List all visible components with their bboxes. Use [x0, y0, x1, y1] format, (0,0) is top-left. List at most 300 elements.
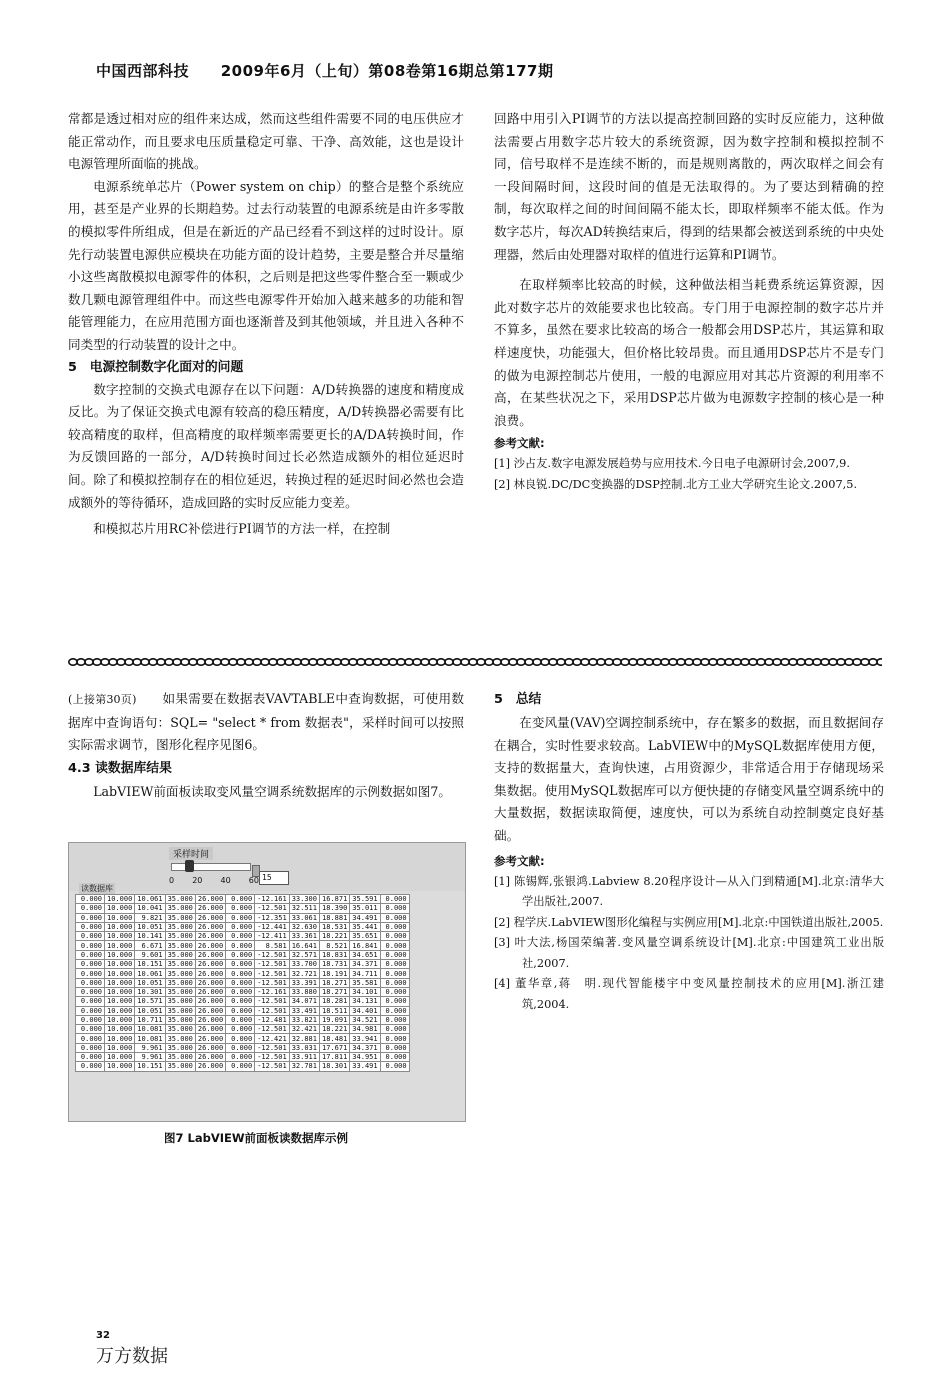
table-cell: 10.081: [135, 1025, 165, 1034]
table-row: [76, 904, 410, 913]
chain-link: [301, 659, 309, 665]
table-cell: -12.501: [255, 950, 290, 959]
chain-link: [357, 659, 365, 665]
table-cell: -12.351: [255, 913, 290, 922]
table-cell: 34.491: [350, 913, 380, 922]
table-cell: 0.000: [226, 913, 255, 922]
chain-link: [325, 659, 333, 665]
chain-link: [213, 659, 221, 665]
table-cell: 35.000: [165, 1053, 195, 1062]
chain-link: [565, 659, 573, 665]
table-cell: 18.481: [320, 1034, 350, 1043]
reference-item: [1] 沙占友.数字电源发展趋势与应用技术.今日电子电源研讨会,2007,9.: [494, 457, 850, 471]
table-cell: 26.000: [195, 950, 225, 959]
chain-link: [813, 659, 821, 665]
table-cell: 35.000: [165, 969, 195, 978]
table-cell: 34.101: [350, 987, 380, 996]
chain-link: [221, 659, 229, 665]
table-cell: 10.000: [105, 997, 135, 1006]
chain-link: [253, 659, 261, 665]
table-cell: 34.711: [350, 969, 380, 978]
paragraph: 回路中用引入PI调节的方法以提高控制回路的实时反应能力，这种做法需要占用数字芯片较大的系统资源，因为数字控制和模拟控制不同，信号取样不是连续不断的，而是规则离散的，两次取样之间会有一段间隔时间，这段时间的值是无法取得的。为了要达到精确的控制，每次取样之间的时间间隔不能太长，即取样频率不能太低。作为数字芯片，每次AD转换结束后，得到的结果都会被送到系统的中央处理器，然后由处理器对取样的值进行运算和PI调节。: [494, 111, 884, 262]
table-cell: 18.831: [320, 950, 350, 959]
table-cell: 18.221: [320, 932, 350, 941]
chain-link: [749, 659, 757, 665]
table-cell: 32.721: [289, 969, 319, 978]
table-cell: 0.000: [226, 1043, 255, 1052]
table-cell: 26.000: [195, 978, 225, 987]
table-cell: 35.000: [165, 950, 195, 959]
running-header: [96, 60, 580, 81]
table-cell: 10.711: [135, 1015, 165, 1024]
chain-link: [477, 659, 485, 665]
table-cell: 0.000: [76, 997, 105, 1006]
page-number: 32: [96, 1330, 110, 1341]
chain-link: [461, 659, 469, 665]
table-cell: 10.051: [135, 922, 165, 931]
table-cell: -12.421: [255, 1034, 290, 1043]
chain-link: [637, 659, 645, 665]
table-cell: 16.871: [320, 895, 350, 904]
table-cell: 0.000: [226, 1015, 255, 1024]
table-cell: 18.191: [320, 969, 350, 978]
table-cell: -12.501: [255, 1053, 290, 1062]
chain-link: [165, 659, 173, 665]
table-cell: 0.000: [76, 960, 105, 969]
table-cell: 10.000: [105, 1006, 135, 1015]
table-cell: 35.441: [350, 922, 380, 931]
subsection-heading: 4.3 读数据库结果: [68, 760, 172, 776]
chain-link: [141, 659, 149, 665]
table-cell: 10.000: [105, 1053, 135, 1062]
chain-link: [517, 659, 525, 665]
chain-link: [373, 659, 381, 665]
table-cell: 10.000: [105, 978, 135, 987]
chain-link: [877, 659, 882, 665]
table-cell: 0.000: [76, 1053, 105, 1062]
table-cell: 0.000: [380, 1062, 409, 1071]
table-cell: 0.000: [226, 1006, 255, 1015]
table-cell: 0.000: [76, 1062, 105, 1071]
table-cell: 32.630: [289, 922, 319, 931]
table-cell: -12.161: [255, 895, 290, 904]
chain-link: [389, 659, 397, 665]
table-label: 读数据库: [81, 884, 113, 893]
table-cell: 0.000: [380, 1034, 409, 1043]
table-cell: 0.000: [226, 987, 255, 996]
chain-link: [861, 659, 869, 665]
paragraph: 电源系统单芯片（Power system on chip）的整合是整个系统应用，甚至是产业界的长期趋势。过去行动装置的电源系统是由许多零散的模拟零件所组成，但是在新近的产品已经看不到这样的过时设计。原先行动装置电源供应模块在功能方面的设计趋势，主要是整合并尽量缩小这些离散模拟电源零件的体积，之后则是把这些零件整合至一颗或少数几颗电源管理组件中。而这些电源零件开始加入越来越多的功能和智能管理能力，在应用范围方面也逐渐普及到其他领域，并且进入各种不同类型的行动装置的设计之中。: [68, 178, 464, 352]
table-row: [76, 1015, 410, 1024]
table-cell: 10.000: [105, 1062, 135, 1071]
table-cell: 26.000: [195, 960, 225, 969]
table-cell: 0.000: [76, 904, 105, 913]
table-row: [76, 987, 410, 996]
chain-link: [789, 659, 797, 665]
chain-link: [493, 659, 501, 665]
chain-link: [149, 659, 157, 665]
table-cell: 26.000: [195, 1043, 225, 1052]
table-row: [76, 1043, 410, 1052]
table-cell: 10.000: [105, 932, 135, 941]
chain-link: [173, 659, 181, 665]
chain-link: [581, 659, 589, 665]
chain-link: [205, 659, 213, 665]
chain-link: [69, 659, 77, 665]
table-cell: 26.000: [195, 1062, 225, 1071]
table-cell: 0.000: [226, 1053, 255, 1062]
table-cell: 33.821: [289, 1015, 319, 1024]
labview-front-panel-figure: [68, 842, 466, 1122]
chain-link: [453, 659, 461, 665]
table-row: [76, 960, 410, 969]
reference-item: [3] 叶大法,杨国荣编著.变风量空调系统设计[M].北京:中国建筑工业出版社,2007.: [494, 936, 884, 970]
table-cell: 10.000: [105, 913, 135, 922]
table-cell: 0.000: [226, 997, 255, 1006]
table-cell: 26.000: [195, 987, 225, 996]
table-cell: 33.061: [289, 913, 319, 922]
chain-link: [309, 659, 317, 665]
chain-link: [109, 659, 117, 665]
table-cell: 35.651: [350, 932, 380, 941]
table-row: [76, 932, 410, 941]
table-cell: 10.000: [105, 960, 135, 969]
table-cell: 18.281: [320, 997, 350, 1006]
table-cell: 0.000: [76, 1015, 105, 1024]
table-cell: 18.731: [320, 960, 350, 969]
table-cell: 0.000: [226, 960, 255, 969]
chain-link: [277, 659, 285, 665]
table-cell: 0.000: [380, 904, 409, 913]
table-cell: 35.011: [350, 904, 380, 913]
table-cell: 35.000: [165, 987, 195, 996]
table-cell: 26.000: [195, 1006, 225, 1015]
table-cell: 0.000: [76, 978, 105, 987]
table-row: [76, 1062, 410, 1071]
chain-link: [85, 659, 93, 665]
table-cell: 32.881: [289, 1034, 319, 1043]
table-cell: 32.421: [289, 1025, 319, 1034]
table-cell: 10.141: [135, 932, 165, 941]
chain-link: [157, 659, 165, 665]
chain-link: [717, 659, 725, 665]
table-cell: 0.000: [76, 1006, 105, 1015]
table-cell: 10.000: [105, 969, 135, 978]
chain-link: [525, 659, 533, 665]
table-cell: 10.000: [105, 1015, 135, 1024]
watermark: 万方数据: [96, 1346, 168, 1367]
table-cell: -12.501: [255, 997, 290, 1006]
chain-link: [821, 659, 829, 665]
chain-link: [189, 659, 197, 665]
table-cell: 35.000: [165, 1025, 195, 1034]
chain-link: [549, 659, 557, 665]
references-heading: 参考文献:: [494, 853, 545, 868]
chain-link: [541, 659, 549, 665]
table-cell: 18.271: [320, 987, 350, 996]
table-cell: 35.581: [350, 978, 380, 987]
sampling-time-slider[interactable]: [171, 863, 251, 871]
issue-info: 2009年6月（上旬）第08卷第16期总第177期: [220, 62, 554, 80]
chain-link: [93, 659, 101, 665]
table-cell: 0.000: [226, 941, 255, 950]
table-cell: -12.481: [255, 1015, 290, 1024]
chain-link: [621, 659, 629, 665]
table-cell: 9.601: [135, 950, 165, 959]
table-cell: 10.571: [135, 997, 165, 1006]
chain-link: [349, 659, 357, 665]
chain-link: [853, 659, 861, 665]
chain-link: [725, 659, 733, 665]
chain-link: [133, 659, 141, 665]
chain-link: [229, 659, 237, 665]
table-cell: 35.000: [165, 913, 195, 922]
table-cell: 34.071: [289, 997, 319, 1006]
paragraph: 在取样频率比较高的时候，这种做法相当耗费系统运算资源，因此对数字芯片的效能要求也比较高。专门用于电源控制的数字芯片并不算多，虽然在要求比较高的场合一般都会用DSP芯片，其运算和取样速度快，功能强大，但价格比较昂贵。而且通用DSP芯片不是专门的做为电源控制芯片使用，一般的电源应用对其芯片资源的利用率不高，在某些状况之下，采用DSP芯片做为电源数字控制的核心是一种浪费。: [494, 277, 884, 428]
continuation-note: (上接第30页): [68, 693, 137, 706]
table-cell: 35.000: [165, 1062, 195, 1071]
table-cell: -12.501: [255, 1006, 290, 1015]
table-row: [76, 941, 410, 950]
chain-link: [573, 659, 581, 665]
table-cell: -12.501: [255, 904, 290, 913]
chain-link: [261, 659, 269, 665]
chain-link: [469, 659, 477, 665]
figure-caption: 图7 LabVIEW前面板读数据库示例: [164, 1131, 349, 1145]
table-cell: 10.061: [135, 969, 165, 978]
table-cell: 33.700: [289, 960, 319, 969]
table-cell: 0.000: [380, 895, 409, 904]
table-cell: 8.581: [255, 941, 290, 950]
slider-ticks: [169, 876, 259, 885]
slider-thumb[interactable]: [185, 860, 194, 872]
table-cell: 18.271: [320, 978, 350, 987]
table-cell: 34.401: [350, 1006, 380, 1015]
table-cell: 26.000: [195, 1053, 225, 1062]
chain-link: [837, 659, 845, 665]
chain-link: [557, 659, 565, 665]
table-cell: 35.000: [165, 1043, 195, 1052]
table-cell: 0.000: [76, 941, 105, 950]
table-cell: 32.511: [289, 904, 319, 913]
table-row: [76, 1006, 410, 1015]
database-table: [75, 894, 410, 1072]
table-cell: 10.000: [105, 950, 135, 959]
table-cell: 0.000: [76, 1025, 105, 1034]
chain-link: [645, 659, 653, 665]
table-row: [76, 969, 410, 978]
table-cell: 26.000: [195, 904, 225, 913]
table-row: [76, 1025, 410, 1034]
table-cell: 0.000: [76, 987, 105, 996]
table-cell: 34.131: [350, 997, 380, 1006]
chain-link: [285, 659, 293, 665]
table-cell: 26.000: [195, 1015, 225, 1024]
table-cell: 0.000: [380, 1015, 409, 1024]
table-cell: 35.000: [165, 960, 195, 969]
chain-divider-graphic: [68, 657, 882, 667]
left-column-bottom: [68, 688, 464, 803]
chain-link: [869, 659, 877, 665]
table-cell: 35.591: [350, 895, 380, 904]
chain-link: [677, 659, 685, 665]
table-cell: 26.000: [195, 932, 225, 941]
table-cell: 0.000: [226, 969, 255, 978]
table-cell: 33.491: [289, 1006, 319, 1015]
chain-link: [421, 659, 429, 665]
table-cell: -12.501: [255, 969, 290, 978]
table-row: [76, 1034, 410, 1043]
table-cell: -12.501: [255, 1062, 290, 1071]
chain-link: [381, 659, 389, 665]
paragraph: [68, 688, 464, 757]
table-row: [76, 978, 410, 987]
chain-link: [597, 659, 605, 665]
table-cell: 17.811: [320, 1053, 350, 1062]
chain-link: [773, 659, 781, 665]
table-cell: 26.000: [195, 922, 225, 931]
table-cell: 26.000: [195, 913, 225, 922]
table-cell: 33.491: [350, 1062, 380, 1071]
table-cell: 26.000: [195, 969, 225, 978]
table-cell: -12.501: [255, 978, 290, 987]
chain-link: [397, 659, 405, 665]
table-cell: 0.000: [380, 997, 409, 1006]
table-cell: 0.000: [226, 932, 255, 941]
journal-name: 中国西部科技: [96, 62, 190, 80]
table-cell: 35.000: [165, 1006, 195, 1015]
chain-link: [701, 659, 709, 665]
table-cell: 35.000: [165, 922, 195, 931]
table-cell: 35.000: [165, 932, 195, 941]
right-column-top: [494, 108, 884, 495]
chain-link: [437, 659, 445, 665]
table-cell: 0.000: [380, 941, 409, 950]
chain-link: [445, 659, 453, 665]
chain-link: [413, 659, 421, 665]
section-heading: 5 总结: [494, 692, 542, 707]
chain-link: [765, 659, 773, 665]
table-cell: 10.000: [105, 1043, 135, 1052]
table-cell: -12.501: [255, 960, 290, 969]
reference-item: [1] 陈锡辉,张银鸿.Labview 8.20程序设计—从入门到精通[M].北京:清华大学出版社,2007.: [494, 874, 884, 909]
chain-link: [829, 659, 837, 665]
table-cell: 26.000: [195, 941, 225, 950]
table-cell: 0.000: [380, 932, 409, 941]
table-cell: 18.511: [320, 1006, 350, 1015]
table-cell: -12.161: [255, 987, 290, 996]
table-cell: 0.000: [76, 932, 105, 941]
chain-link: [237, 659, 245, 665]
table-cell: 0.000: [226, 978, 255, 987]
table-cell: 0.000: [380, 1006, 409, 1015]
control-area: [69, 843, 465, 891]
table-cell: 10.151: [135, 1062, 165, 1071]
table-cell: 0.000: [226, 1062, 255, 1071]
table-cell: -12.501: [255, 1043, 290, 1052]
paragraph: 和模拟芯片用RC补偿进行PI调节的方法一样，在控制: [93, 521, 391, 537]
table-cell: 0.000: [226, 904, 255, 913]
table-cell: 34.371: [350, 1043, 380, 1052]
chain-link: [429, 659, 437, 665]
table-cell: 35.000: [165, 904, 195, 913]
table-cell: 10.151: [135, 960, 165, 969]
table-cell: 32.571: [289, 950, 319, 959]
sampling-time-numeric[interactable]: 15: [259, 871, 289, 885]
table-cell: 33.911: [289, 1053, 319, 1062]
table-cell: 0.000: [76, 950, 105, 959]
table-cell: 18.390: [320, 904, 350, 913]
chain-link: [181, 659, 189, 665]
table-cell: 33.391: [289, 978, 319, 987]
paragraph: 数字控制的交换式电源存在以下问题：A/D转换器的速度和精度成反比。为了保证交换式电源有较高的稳压精度，A/D转换器必需要有比较高精度的取样，但高精度的取样频率需要更长的A/DA转换时间，作为反馈回路的一部分，A/D转换时间过长必然造成额外的相位延迟时间。除了和模拟控制存在的相位延迟，转换过程的延迟时间必然也会造成额外的等待循环，造成回路的实时反应能力变差。: [68, 381, 464, 510]
table-cell: 35.000: [165, 978, 195, 987]
reference-list: [494, 872, 884, 1016]
reference-item: [2] 程学庆.LabVIEW图形化编程与实例应用[M].北京:中国铁道出版社,2005.: [494, 915, 884, 929]
chain-link: [125, 659, 133, 665]
chain-link: [589, 659, 597, 665]
chain-link: [77, 659, 85, 665]
table-cell: 0.000: [380, 969, 409, 978]
table-cell: 18.301: [320, 1062, 350, 1071]
table-cell: 26.000: [195, 895, 225, 904]
table-cell: 9.961: [135, 1053, 165, 1062]
table-cell: 10.000: [105, 904, 135, 913]
chain-link: [317, 659, 325, 665]
table-cell: 18.531: [320, 922, 350, 931]
table-cell: 0.000: [76, 895, 105, 904]
chain-link: [509, 659, 517, 665]
chain-link: [197, 659, 205, 665]
chain-link: [845, 659, 853, 665]
table-cell: 33.880: [289, 987, 319, 996]
reference-item: [4] 董华章,蒋 明.现代智能楼宇中变风量控制技术的应用[M].浙江建筑,2004.: [494, 977, 884, 1011]
paragraph-text: 如果需要在数据表VAVTABLE中查询数据，可使用数据库中查询语句：SQL= "select * from 数据表"，采样时间可以按照实际需求调节，图形化程序见图6。: [68, 691, 464, 753]
table-cell: 0.000: [76, 969, 105, 978]
table-cell: 10.000: [105, 895, 135, 904]
table-cell: 33.361: [289, 932, 319, 941]
chain-link: [733, 659, 741, 665]
chain-link: [629, 659, 637, 665]
table-cell: 0.000: [226, 950, 255, 959]
table-cell: -12.411: [255, 932, 290, 941]
table-cell: 16.841: [350, 941, 380, 950]
table-cell: 34.521: [350, 1015, 380, 1024]
table-cell: 26.000: [195, 1025, 225, 1034]
table-cell: 0.000: [380, 913, 409, 922]
table-cell: 8.521: [320, 941, 350, 950]
table-cell: 10.061: [135, 895, 165, 904]
chain-link: [669, 659, 677, 665]
table-cell: 6.671: [135, 941, 165, 950]
table-cell: 0.000: [380, 922, 409, 931]
table-cell: 0.000: [380, 1053, 409, 1062]
table-cell: 33.031: [289, 1043, 319, 1052]
table-cell: 19.091: [320, 1015, 350, 1024]
table-cell: 9.821: [135, 913, 165, 922]
table-cell: 35.000: [165, 895, 195, 904]
chain-link: [605, 659, 613, 665]
table-row: [76, 922, 410, 931]
paragraph: LabVIEW前面板读取变风量空调系统数据库的示例数据如图7。: [93, 783, 451, 799]
table-cell: 18.221: [320, 1025, 350, 1034]
table-cell: 0.000: [380, 1043, 409, 1052]
chain-link: [653, 659, 661, 665]
table-cell: 32.781: [289, 1062, 319, 1071]
chain-link: [501, 659, 509, 665]
table-cell: 10.000: [105, 922, 135, 931]
paragraph: 常都是透过相对应的组件来达成，然而这些组件需要不同的电压供应才能正常动作，而且要求电压质量稳定可靠、干净、高效能，这也是设计电源管理所面临的挑战。: [68, 111, 464, 172]
